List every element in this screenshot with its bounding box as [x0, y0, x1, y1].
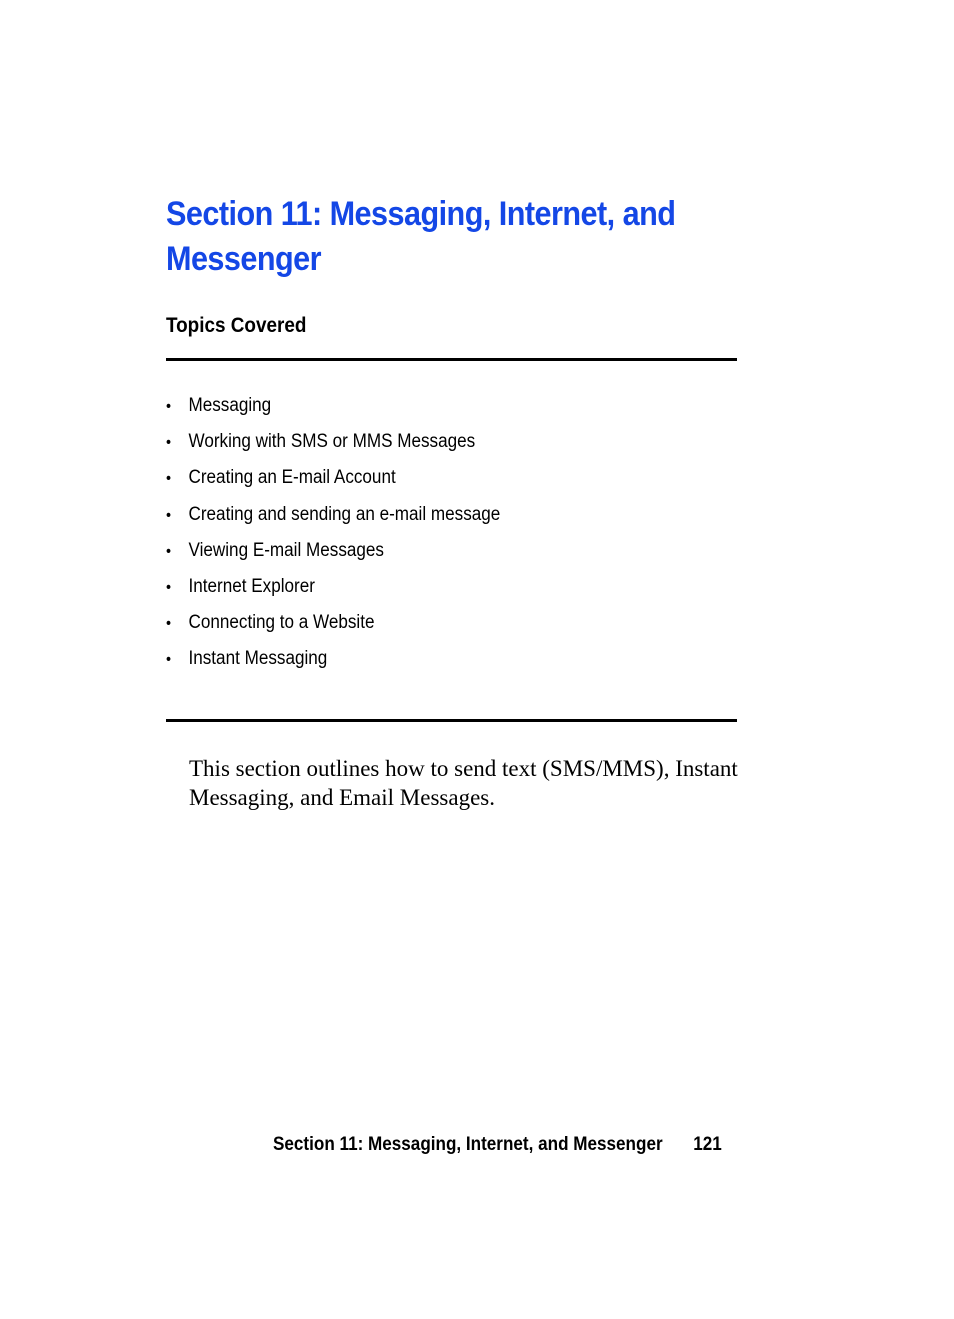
bullet-icon: • — [166, 434, 172, 452]
list-item — [166, 645, 500, 681]
topic-label: Creating and sending an e-mail message — [188, 503, 501, 525]
bullet-icon: • — [166, 470, 172, 488]
page-number: 121 — [693, 1134, 722, 1155]
bullet-icon: • — [166, 615, 172, 633]
list-item — [166, 392, 500, 428]
section-title: Section 11: Messaging, Internet, and Messenger — [166, 195, 676, 278]
bullet-icon: • — [166, 506, 172, 524]
topic-label: Working with SMS or MMS Messages — [188, 431, 476, 453]
list-item — [166, 464, 500, 500]
topics-list — [166, 392, 537, 682]
list-item — [166, 428, 500, 464]
topic-label: Viewing E-mail Messages — [188, 539, 384, 561]
topic-label: Creating an E-mail Account — [188, 467, 396, 489]
list-item — [166, 537, 500, 573]
topic-label: Instant Messaging — [188, 648, 328, 670]
topic-label: Messaging — [188, 395, 272, 416]
intro-paragraph: This section outlines how to send text (SMS/MMS), Instant Messaging, and Email Messages. — [189, 756, 738, 810]
list-item — [166, 609, 500, 645]
topics-covered-heading: Topics Covered — [166, 314, 307, 337]
bullet-icon: • — [166, 398, 172, 415]
topic-label: Internet Explorer — [188, 575, 315, 597]
topics-top-rule — [166, 358, 737, 361]
list-item — [166, 501, 500, 537]
list-item — [166, 573, 500, 609]
topic-label: Connecting to a Website — [188, 612, 375, 634]
footer-running-title: Section 11: Messaging, Internet, and Messenger — [273, 1134, 663, 1155]
topics-bottom-rule — [166, 719, 737, 722]
bullet-icon: • — [166, 578, 172, 596]
bullet-icon: • — [166, 651, 172, 669]
page-footer — [273, 1133, 722, 1157]
bullet-icon: • — [166, 542, 172, 560]
